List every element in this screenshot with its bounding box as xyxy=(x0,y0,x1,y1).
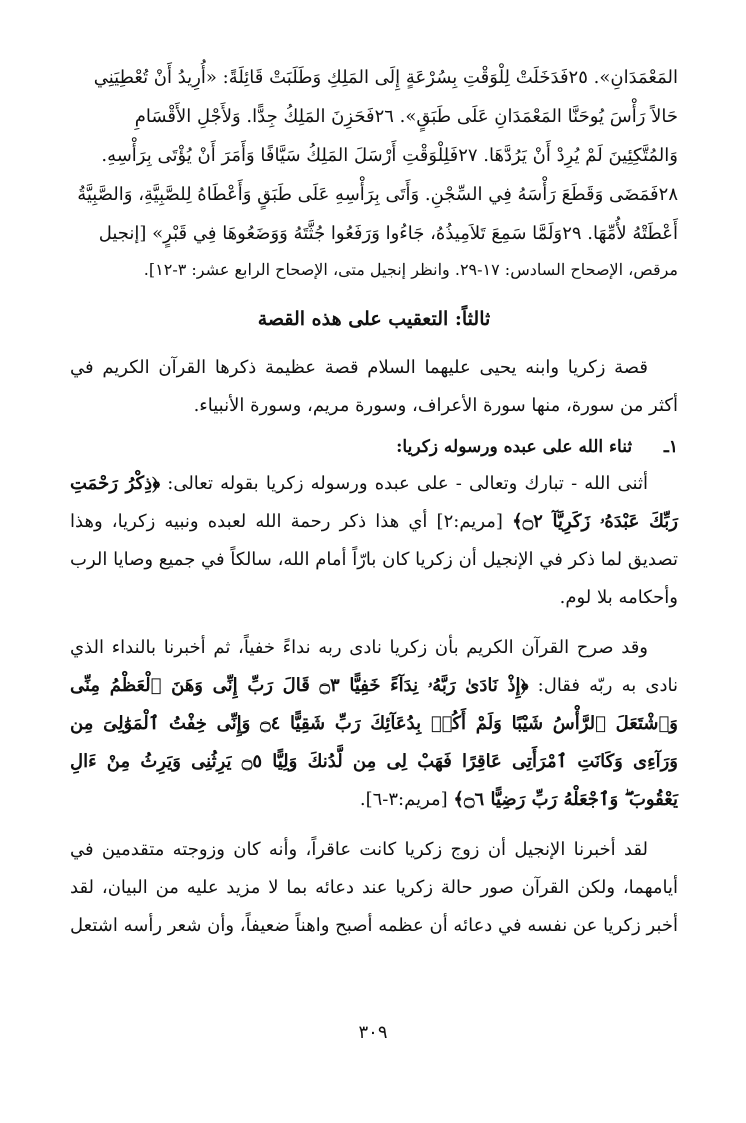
paragraph-praise-text: أثنى الله - تبارك وتعالى - على عبده ورسوله زكريا بقوله تعالى: xyxy=(167,473,648,494)
bible-quote-line: ٢٨فَمَضَى وَقَطَعَ رَأْسَهُ فِي السِّجْنِ. وَأَتَى بِرَأْسِهِ عَلَى طَبَقٍ وَأَعْطَاهُ لِلصَّبِيَّةِ، وَالصَّبِيَّةُ xyxy=(77,184,678,205)
paragraph-call xyxy=(70,629,678,819)
bible-quote-line: المَعْمَدَانِ». ٢٥فَدَخَلَتْ لِلْوَقْتِ بِسُرْعَةٍ إِلَى المَلِكِ وَطَلَبَتْ قَائِلَةً: «أُرِيدُ أَنْ تُعْطِيَنِي xyxy=(93,67,678,88)
paragraph-call-text: وقد صرح القرآن الكريم بأن زكريا نادى ربه نداءً خفياً، ثم أخبرنا بالنداء الذي نادى به ربّه فقال: xyxy=(70,637,678,696)
bible-quote-line: حَالاً رَأْسَ يُوحَنَّا المَعْمَدَانِ عَلَى طَبَقٍ». ٢٦فَحَزِنَ المَلِكُ جِدًّا. وَلأَجْلِ الأَقْسَامِ xyxy=(134,106,678,127)
paragraph-praise-comment: [مريم:٢] أي هذا ذكر رحمة الله لعبده ونبيه زكريا، وهذا تصديق لما ذكر في الإنجيل أن زكريا كان بارّاً أمام الله، سالكاً في جميع وصايا الرب وأحكامه بلا لوم. xyxy=(70,511,678,608)
section-heading: ثالثاً: التعقيب على هذه القصة xyxy=(257,308,491,330)
quran-verse: ﴿إِذْ نَادَىٰ رَبَّهُۥ نِدَآءً خَفِيًّا ۝٣ قَالَ رَبِّ إِنِّى وَهَنَ ٱلْعَظْمُ مِنِّى وَٱشْتَعَلَ ٱلرَّأْسُ شَيْبًا وَلَمْ أَكُنۢ بِدُعَآئِكَ رَبِّ شَقِيًّا ۝٤ وَإِنِّى خِفْتُ ٱلْمَوَٰلِىَ مِن وَرَآءِى وَكَانَتِ ٱمْرَأَتِى عَاقِرًا فَهَبْ لِى مِن لَّدُنكَ وَلِيًّا ۝٥ يَرِثُنِى وَيَرِثُ مِنْ ءَالِ يَعْقُوبَ ۖ وَٱجْعَلْهُ رَبِّ رَضِيًّا ۝٦﴾ xyxy=(70,675,679,810)
bible-quote-line: أَعْطَتْهُ لأُمِّهَا. ٢٩وَلَمَّا سَمِعَ تَلاَمِيذُهُ، جَاءُوا وَرَفَعُوا جُثَّتَهُ وَوَضَعُوهَا فِي قَبْرٍ» [إنجيل xyxy=(98,223,678,244)
bible-quote-line: وَالمُتَّكِئِينَ لَمْ يُرِدْ أَنْ يَرُدَّهَا. ٢٧فَلِلْوَقْتِ أَرْسَلَ المَلِكُ سَيَّافًا وَأَمَرَ أَنْ يُؤْتَى بِرَأْسِهِ. xyxy=(101,145,678,166)
bible-quote-block xyxy=(70,58,678,287)
bible-reference-line: مرقص، الإصحاح السادس: ١٧-٢٩. وانظر إنجيل متى، الإصحاح الرابع عشر: ٣-١٢]. xyxy=(143,260,678,279)
subheading-text: ثناء الله على عبده ورسوله زكريا: xyxy=(396,437,633,457)
verse-reference: [مريم:٣-٦]. xyxy=(359,789,448,810)
paragraph-gospel-comparison: لقد أخبرنا الإنجيل أن زوج زكريا كانت عاقراً، وأنه كان وزوجته متقدمين في أيامهما، ولكن القرآن صور حالة زكريا عند دعائه بما لا مزيد عليه من البيان، لقد أخبر زكريا عن نفسه في دعائه أن عظمه أصبح واهناً ضعيفاً، وأن شعر رأسه اشتعل xyxy=(70,839,678,936)
page-number: ٣٠٩ xyxy=(358,1022,388,1043)
paragraph-praise xyxy=(70,465,678,617)
subheading-number: ١ـ xyxy=(663,437,678,457)
book-page xyxy=(70,58,678,1068)
quran-verse: ﴿ذِكْرُ رَحْمَتِ رَبِّكَ عَبْدَهُۥ زَكَرِيَّآ ۝٢﴾ xyxy=(70,473,678,532)
subheading xyxy=(70,437,678,457)
intro-paragraph: قصة زكريا وابنه يحيى عليهما السلام قصة عظيمة ذكرها القرآن الكريم في أكثر من سورة، منها سورة الأعراف، وسورة مريم، وسورة الأنبياء. xyxy=(70,357,678,416)
